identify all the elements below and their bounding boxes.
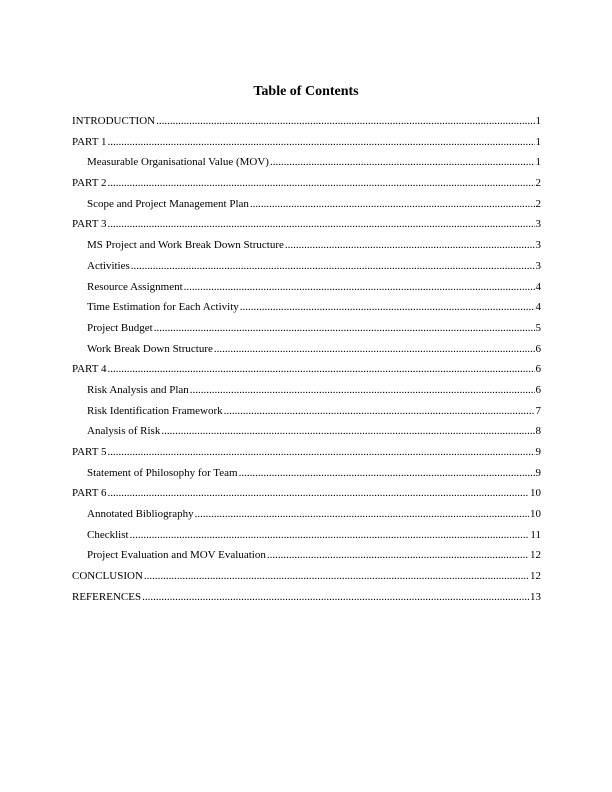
toc-entry-label: Resource Assignment [87,280,183,293]
toc-entry[interactable] [72,218,541,239]
toc-entry[interactable] [72,487,541,508]
toc-entry[interactable] [72,198,541,219]
toc-dot-leader [130,529,530,542]
toc-entry[interactable] [72,405,541,426]
toc-dot-leader [270,156,535,169]
toc-title: Table of Contents [253,84,359,99]
toc-entry-label: Scope and Project Management Plan [87,197,249,210]
toc-entry-label: Project Budget [87,321,153,334]
toc-entry[interactable] [72,529,541,550]
toc-entry-label: Activities [87,259,130,272]
toc-entry-page-number: 7 [535,404,541,417]
toc-entry-page-number: 6 [535,363,541,376]
toc-dot-leader [108,446,535,459]
toc-entry-page-number: 12 [530,549,541,562]
toc-entry-label: Measurable Organisational Value (MOV) [87,156,269,169]
toc-entry-label: Risk Analysis and Plan [87,383,189,396]
toc-dot-leader [144,570,529,583]
toc-entry[interactable] [72,467,541,488]
toc-dot-leader [108,218,535,231]
toc-entry-page-number: 6 [535,383,541,396]
toc-entry[interactable] [72,115,541,136]
toc-entry-label: CONCLUSION [72,570,143,583]
toc-entry-page-number: 3 [535,259,541,272]
toc-entry[interactable] [72,239,541,260]
toc-entry-page-number: 4 [535,280,541,293]
toc-entry-page-number: 3 [535,239,541,252]
toc-entry-label: INTRODUCTION [72,115,156,127]
toc-entry-label: Work Break Down Structure [87,342,213,355]
toc-entry[interactable] [72,177,541,198]
toc-entry-label: PART 4 [72,363,107,376]
toc-entry[interactable] [72,363,541,384]
toc-entry-page-number: 1 [535,156,541,169]
toc-entry-label: Risk Identification Framework [87,404,223,417]
toc-entry[interactable] [72,322,541,343]
toc-list [72,115,541,612]
toc-dot-leader [239,467,535,480]
toc-dot-leader [131,260,535,273]
toc-entry-label: Statement of Philosophy for Team [87,466,238,479]
toc-entry-page-number: 10 [530,508,541,521]
toc-entry[interactable] [72,425,541,446]
toc-entry-page-number: 1 [535,135,541,148]
toc-entry-label: PART 6 [72,487,107,500]
toc-dot-leader [108,136,535,149]
toc-entry-page-number: 13 [530,590,541,603]
toc-entry-label: Time Estimation for Each Activity [87,301,239,314]
toc-dot-leader [184,281,535,294]
toc-entry-page-number: 8 [535,425,541,438]
toc-dot-leader [195,508,529,521]
toc-entry[interactable] [72,384,541,405]
toc-entry-page-number: 2 [535,197,541,210]
toc-entry-page-number: 5 [535,321,541,334]
toc-entry-page-number: 1 [535,115,541,127]
toc-entry[interactable] [72,136,541,157]
toc-entry-label: REFERENCES [72,590,142,603]
toc-entry-page-number: 3 [535,218,541,231]
toc-entry-label: PART 5 [72,446,107,458]
toc-entry[interactable] [72,570,541,591]
toc-entry-label: Project Evaluation and MOV Evaluation [87,549,266,562]
toc-entry-page-number: 4 [535,301,541,314]
toc-entry-page-number: 9 [535,466,541,479]
toc-dot-leader [161,425,534,438]
toc-entry-page-number: 2 [535,177,541,190]
toc-entry[interactable] [72,591,541,612]
toc-entry[interactable] [72,343,541,364]
toc-dot-leader [108,177,535,190]
toc-entry-label: PART 3 [72,218,107,231]
toc-entry-page-number: 11 [530,528,541,541]
toc-entry[interactable] [72,281,541,302]
toc-entry[interactable] [72,549,541,570]
toc-entry[interactable] [72,446,541,467]
toc-dot-leader [190,384,535,397]
toc-entry-label: PART 2 [72,177,107,190]
toc-entry-page-number: 6 [535,342,541,355]
toc-dot-leader [267,549,529,562]
toc-dot-leader [108,363,535,376]
toc-dot-leader [108,487,530,500]
toc-entry-label: Annotated Bibliography [87,508,194,521]
toc-entry-label: Checklist [87,528,129,541]
toc-dot-leader [250,198,535,211]
toc-dot-leader [224,405,535,418]
toc-dot-leader [285,239,535,252]
toc-entry[interactable] [72,260,541,281]
toc-entry[interactable] [72,301,541,322]
toc-dot-leader [156,115,534,128]
toc-entry-label: MS Project and Work Break Down Structure [87,239,284,252]
toc-entry-label: Analysis of Risk [87,425,161,438]
toc-dot-leader [214,343,535,356]
toc-entry-page-number: 12 [530,570,541,583]
toc-entry[interactable] [72,156,541,177]
toc-dot-leader [154,322,535,335]
toc-entry-page-number: 10 [530,487,541,500]
toc-entry-label: PART 1 [72,135,107,148]
toc-entry[interactable] [72,508,541,529]
toc-dot-leader [142,591,529,604]
toc-dot-leader [240,301,535,314]
toc-entry-page-number: 9 [535,446,541,458]
